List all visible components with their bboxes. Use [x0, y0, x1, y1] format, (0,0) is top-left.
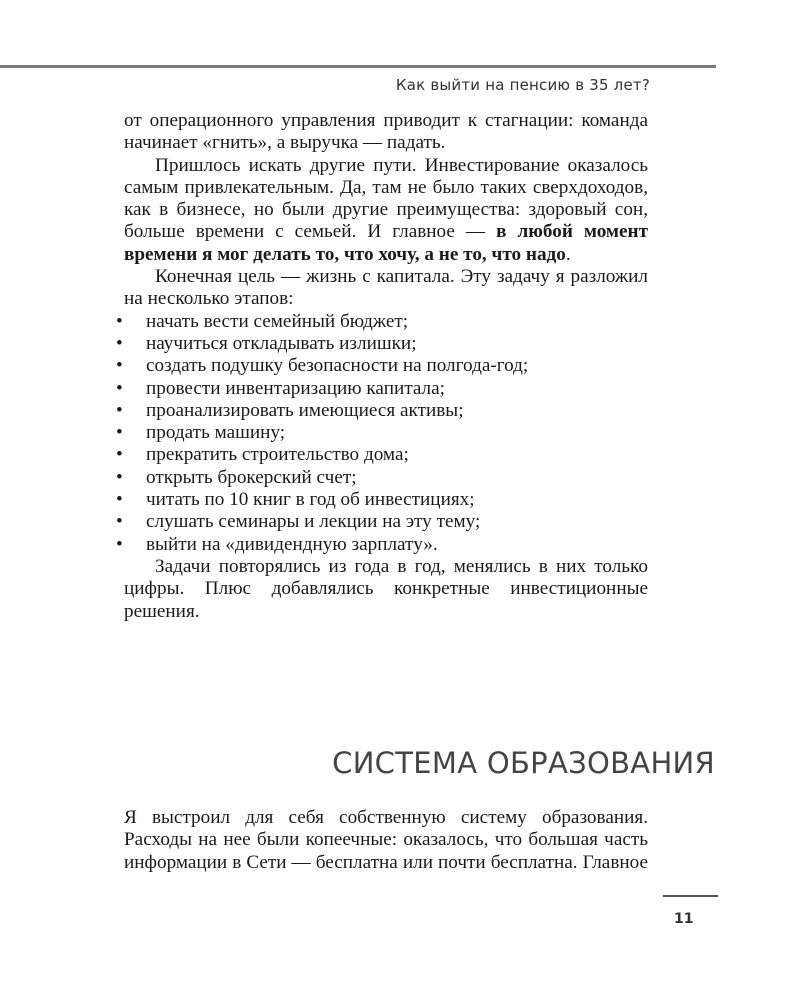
list-item — [116, 489, 648, 511]
bullet-icon: • — [116, 444, 123, 466]
bullet-icon: • — [116, 489, 123, 511]
list-item-text: прекратить строительство дома; — [146, 444, 409, 466]
bullet-icon: • — [116, 511, 123, 533]
list-item-text: начать вести семейный бюджет; — [146, 310, 409, 332]
bullet-icon: • — [116, 310, 123, 332]
paragraph-3-text: Конечная цель — жизнь с капитала. Эту задачу я разложил на несколько этапов: — [124, 266, 648, 310]
page-number: 11 — [674, 911, 694, 927]
bullet-icon: • — [116, 422, 123, 444]
section-text — [124, 807, 648, 874]
paragraph-2 — [124, 155, 648, 266]
list-item — [116, 355, 648, 377]
list-item-text: слушать семинары и лекции на эту тему; — [146, 511, 481, 533]
list-item-text: читать по 10 книг в год об инвестициях; — [146, 489, 475, 511]
section-paragraph-1 — [124, 807, 648, 874]
list-item — [116, 444, 648, 466]
list-item-text: открыть брокерский счет; — [146, 466, 357, 488]
list-item — [116, 310, 648, 333]
list-item-text: создать подушку безопасности на полгода-год; — [146, 355, 529, 377]
header-rule — [0, 65, 716, 68]
task-list — [116, 310, 648, 556]
paragraph-4 — [124, 556, 648, 623]
paragraph-1 — [124, 110, 648, 155]
running-header: Как выйти на пенсию в 35 лет? — [395, 76, 650, 94]
paragraph-2-bold: в любой момент времени я мог делать то, что хочу, а не то, что надо — [124, 221, 648, 265]
main-text — [116, 110, 648, 623]
bullet-icon: • — [116, 355, 123, 377]
section-heading: СИСТЕМА ОБРАЗОВАНИЯ — [332, 746, 715, 780]
list-item-text: выйти на «дивидендную зарплату». — [146, 533, 438, 555]
list-item — [116, 332, 648, 355]
list-item — [116, 466, 648, 489]
paragraph-1-text: от операционного управления приводит к стагнации: команда начинает «гнить», а выручка — падать. — [124, 110, 648, 154]
paragraph-2-end: . — [565, 243, 571, 265]
section-paragraph-1-text: Я выстроил для себя собственную систему образования. Расходы на нее были копеечные: оказалось, что большая часть информации в Сети — бесплатна или почти бесплатна. Главное — [124, 807, 648, 873]
paragraph-3 — [124, 266, 648, 311]
footer-rule — [663, 895, 718, 897]
bullet-icon: • — [116, 533, 123, 555]
list-item-text: продать машину; — [146, 422, 286, 444]
list-item — [116, 511, 648, 533]
list-item-text: провести инвентаризацию капитала; — [146, 377, 445, 399]
list-item — [116, 422, 648, 444]
list-item — [116, 399, 648, 422]
bullet-icon: • — [116, 377, 123, 399]
bullet-icon: • — [116, 332, 123, 354]
list-item — [116, 377, 648, 400]
list-item-text: проанализировать имеющиеся активы; — [146, 399, 464, 421]
bullet-icon: • — [116, 466, 123, 488]
bullet-icon: • — [116, 399, 123, 421]
list-item — [116, 533, 648, 556]
list-item-text: научиться откладывать излишки; — [146, 332, 417, 354]
paragraph-4-text: Задачи повторялись из года в год, менялись в них только цифры. Плюс добавлялись конкретные инвестиционные решения. — [124, 555, 648, 622]
paragraph-2-text: Пришлось искать другие пути. Инвестирование оказалось самым привлекательным. Да, там не было таких сверхдоходов, как в бизнесе, но были другие преимущества: здоровый сон, больше времени с семьей. И главное — — [124, 154, 648, 243]
